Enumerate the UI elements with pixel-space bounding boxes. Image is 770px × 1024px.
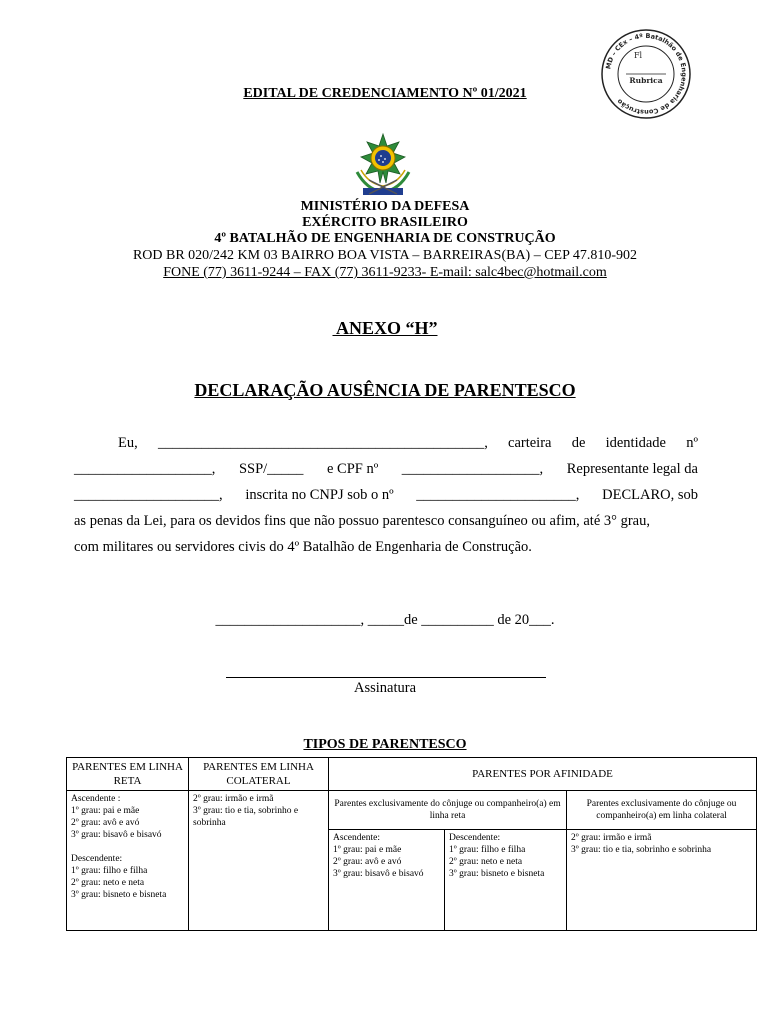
cell-afinidade-ascendente: Ascendente: 1º grau: pai e mãe 2º grau: avô e avó 3º grau: bisavô e bisavó	[329, 830, 445, 931]
header-afinidade: PARENTES POR AFINIDADE	[329, 758, 757, 791]
protocol-stamp	[600, 28, 692, 120]
declaration-title: DECLARAÇÃO AUSÊNCIA DE PARENTESCO	[194, 380, 576, 400]
brazil-coat-of-arms-icon	[349, 132, 417, 198]
header-address: ROD BR 020/242 KM 03 BAIRRO BOA VISTA – BARREIRAS(BA) – CEP 47.810-902	[132, 248, 638, 263]
body-line-3: ____________________, inscrita no CNPJ sob o nº ______________________, DECLARO, sob	[74, 487, 698, 503]
body-line-5: com militares ou servidores civis do 4º Batalhão de Engenharia de Construção.	[74, 539, 532, 555]
body-line-1: Eu, _____________________________________________, carteira de identidade nº	[118, 435, 698, 451]
header-linha-reta: PARENTES EM LINHA RETA	[67, 758, 189, 791]
cell-linha-colateral: 2º grau: irmão e irmã 3º grau: tio e tia, sobrinho e sobrinha	[189, 791, 329, 931]
date-line: ____________________, _____de __________ de 20___.	[215, 612, 555, 628]
signature-label: Assinatura	[353, 680, 416, 696]
svg-text:Rubrica: Rubrica	[629, 76, 663, 85]
header-linha-colateral: PARENTES EM LINHA COLATERAL	[189, 758, 329, 791]
header-army: EXÉRCITO BRASILEIRO	[302, 215, 468, 230]
svg-text:Fl: Fl	[634, 51, 643, 60]
body-line-2: ___________________, SSP/_____ e CPF nº ___________________, Representante legal da	[74, 461, 698, 477]
subheader-afinidade-colateral: Parentes exclusivamente do cônjuge ou companheiro(a) em linha colateral	[567, 791, 757, 830]
cell-afinidade-colateral: 2º grau: irmão e irmã 3º grau: tio e tia, sobrinho e sobrinha	[567, 830, 757, 931]
types-title: TIPOS DE PARENTESCO	[303, 737, 467, 752]
header-battalion: 4º BATALHÃO DE ENGENHARIA DE CONSTRUÇÃO	[214, 231, 556, 246]
cell-afinidade-descendente: Descendente: 1º grau: filho e filha 2º grau: neto e neta 3º grau: bisneto e bisneta	[445, 830, 567, 931]
signature-line	[226, 677, 546, 678]
header-ministry: MINISTÉRIO DA DEFESA	[300, 199, 470, 214]
annex-title: ANEXO “H”	[332, 318, 438, 338]
header-contact: FONE (77) 3611-9244 – FAX (77) 3611-9233- E-mail: salc4bec@hotmail.com	[163, 265, 607, 280]
cell-linha-reta: Ascendente : 1º grau: pai e mãe 2º grau: avô e avó 3º grau: bisavô e bisavó Descendente: 1º grau: filho e filha 2º grau: neto e neta 3º grau: bisneto e bisneta	[67, 791, 189, 931]
kinship-table	[66, 757, 757, 931]
subheader-afinidade-reta: Parentes exclusivamente do cônjuge ou companheiro(a) em linha reta	[329, 791, 567, 830]
edital-title: EDITAL DE CREDENCIAMENTO Nº 01/2021	[243, 86, 527, 101]
svg-text:MD – CEx – 4º Batalhão de Enge: MD – CEx – 4º Batalhão de Engenharia de Construção	[604, 31, 689, 117]
body-line-4: as penas da Lei, para os devidos fins que não possuo parentesco consanguíneo ou afim, até 3° grau,	[74, 513, 650, 529]
